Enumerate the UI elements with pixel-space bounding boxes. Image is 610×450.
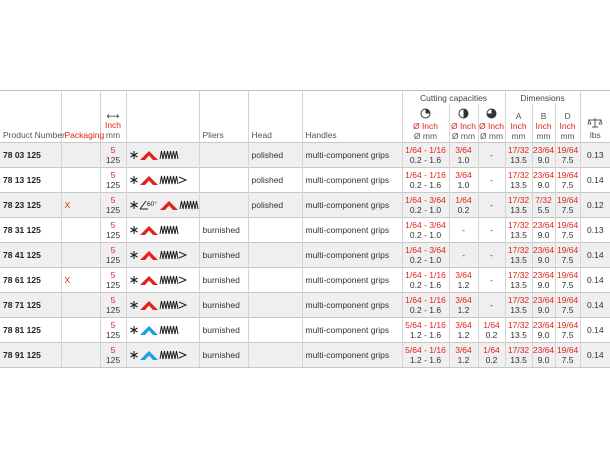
pliers-finish: burnished [199,342,248,367]
dim-a-cell: 17/32 13.5 [505,142,532,167]
packaging-mark [61,142,100,167]
length-cell: 5 125 [100,192,126,217]
handles-type: multi-component grips [302,317,402,342]
tool-feature-icons [130,323,202,337]
head-finish: polished [248,192,302,217]
product-number: 78 91 125 [0,342,61,367]
dim-a-cell: 17/32 13.5 [505,242,532,267]
cut-medium-cell: 1/64 0.2 [449,192,478,217]
cut-soft-cell: 1/64 - 1/16 0.2 - 1.6 [402,142,449,167]
spring-icon [179,252,186,258]
cut-medium-cell: 3/64 1.0 [449,167,478,192]
length-cell: 5 125 [100,142,126,167]
product-number: 78 61 125 [0,267,61,292]
tool-feature-icons [130,248,202,262]
weight-cell: 0.14 [580,242,610,267]
handles-type: multi-component grips [302,292,402,317]
packaging-mark [61,317,100,342]
cut-soft-cell: 5/64 - 1/16 1.2 - 1.6 [402,342,449,367]
weight-cell: 0.13 [580,217,610,242]
feature-icons [126,167,199,192]
header-cut-medium: Ø Inch Ø mm [449,104,478,142]
table-row [0,167,610,192]
angle-label: 60° [146,200,157,208]
packaging-mark [61,342,100,367]
header-handles: Handles [302,91,402,143]
cutting-head-icon [140,226,158,235]
packaging-mark [61,292,100,317]
tool-feature-icons [130,223,202,237]
cut-soft-cell: 1/64 - 3/64 0.2 - 1.0 [402,192,449,217]
table-header [0,91,610,143]
product-number: 78 13 125 [0,167,61,192]
grip-zigzag-icon [160,276,178,284]
product-number: 78 23 125 [0,192,61,217]
tool-feature-icons [130,273,202,287]
weight-cell: 0.14 [580,342,610,367]
table-row [0,142,610,167]
dim-b-cell: 23/64 9.0 [532,167,555,192]
cutting-head-icon [140,351,158,360]
cutting-head-icon [140,151,158,160]
dim-d-cell: 19/64 7.5 [555,167,580,192]
header-dim-d: D Inch mm [555,104,580,142]
product-number: 78 81 125 [0,317,61,342]
cut-medium-cell: 3/64 1.2 [449,317,478,342]
product-number: 78 31 125 [0,217,61,242]
header-cutting-capacities: Cutting capacities [402,91,505,105]
cut-soft-cell: 1/64 - 1/16 0.2 - 1.6 [402,292,449,317]
handles-type: multi-component grips [302,267,402,292]
tool-feature-icons [130,298,202,312]
grip-zigzag-icon [160,326,178,334]
cut-hard-cell: 1/64 0.2 [478,342,505,367]
handles-type: multi-component grips [302,167,402,192]
soft-wire-icon [420,108,431,119]
grip-zigzag-icon [160,351,178,359]
cut-hard-cell: - [478,267,505,292]
header-dim-a: A Inch mm [505,104,532,142]
spring-icon [179,302,186,308]
header-head: Head [248,91,302,143]
length-cell: 5 125 [100,342,126,367]
cut-hard-cell: - [478,167,505,192]
dim-a-cell: 17/32 13.5 [505,267,532,292]
head-finish [248,217,302,242]
table-row [0,292,610,317]
length-cell: 5 125 [100,167,126,192]
cut-hard-cell: 1/64 0.2 [478,317,505,342]
dim-a-cell: 17/32 13.5 [505,192,532,217]
dim-d-cell: 19/64 7.5 [555,342,580,367]
table-row [0,342,610,367]
grip-zigzag-icon [160,251,178,259]
pliers-finish [199,192,248,217]
grip-zigzag-icon [160,151,178,159]
cutting-head-icon [140,301,158,310]
grip-zigzag-icon [180,201,198,209]
packaging-mark: X [61,267,100,292]
esd-icon [130,301,137,309]
length-cell: 5 125 [100,292,126,317]
cut-hard-cell: - [478,242,505,267]
dim-d-cell: 19/64 7.5 [555,217,580,242]
grip-zigzag-icon [160,226,178,234]
weight-cell: 0.14 [580,167,610,192]
pliers-finish: burnished [199,217,248,242]
tool-feature-icons [130,148,202,162]
cut-hard-cell: - [478,217,505,242]
pliers-finish [199,167,248,192]
table-row [0,317,610,342]
feature-icons [126,267,199,292]
packaging-mark [61,217,100,242]
hard-wire-icon [486,108,497,119]
head-finish: polished [248,167,302,192]
dim-a-cell: 17/32 13.5 [505,317,532,342]
cut-medium-cell: - [449,217,478,242]
product-number: 78 03 125 [0,142,61,167]
cut-soft-cell: 1/64 - 1/16 0.2 - 1.6 [402,267,449,292]
table-row [0,192,610,217]
header-cut-soft: Ø Inch Ø mm [402,104,449,142]
cut-soft-cell: 1/64 - 3/64 0.2 - 1.0 [402,217,449,242]
cut-hard-cell: - [478,292,505,317]
cutting-head-icon [140,276,158,285]
handles-type: multi-component grips [302,242,402,267]
esd-icon [130,226,137,234]
weight-cell: 0.14 [580,317,610,342]
header-packaging: Packaging [61,91,100,143]
header-features [126,91,199,143]
length-cell: 5 125 [100,267,126,292]
pliers-finish: burnished [199,267,248,292]
dim-b-cell: 23/64 9.0 [532,142,555,167]
product-number: 78 71 125 [0,292,61,317]
esd-icon [130,176,137,184]
feature-icons [126,342,199,367]
header-length: ⟷ Inch mm [100,91,126,143]
table-row [0,267,610,292]
esd-icon [130,326,137,334]
feature-icons [126,317,199,342]
esd-icon [130,351,137,359]
length-cell: 5 125 [100,242,126,267]
cutting-head-icon [140,251,158,260]
cut-soft-cell: 1/64 - 3/64 0.2 - 1.0 [402,242,449,267]
dim-a-cell: 17/32 13.5 [505,167,532,192]
cut-medium-cell: 3/64 1.0 [449,142,478,167]
table-row [0,242,610,267]
spring-icon [179,352,186,358]
weight-cell: 0.14 [580,267,610,292]
head-finish [248,292,302,317]
cut-medium-cell: 3/64 1.2 [449,267,478,292]
feature-icons [126,192,199,217]
header-weight: lbs [580,91,610,143]
tool-feature-icons [130,173,202,187]
header-product-number: Product Number [0,91,61,143]
grip-zigzag-icon [160,301,178,309]
length-cell: 5 125 [100,217,126,242]
weight-cell: 0.12 [580,192,610,217]
esd-icon [130,201,137,209]
table-row [0,217,610,242]
dim-d-cell: 19/64 7.5 [555,317,580,342]
dim-d-cell: 19/64 7.5 [555,267,580,292]
dim-b-cell: 23/64 9.0 [532,217,555,242]
head-finish [248,242,302,267]
product-spec-table [0,90,610,368]
packaging-mark: X [61,192,100,217]
feature-icons [126,142,199,167]
dim-b-cell: 7/32 5.5 [532,192,555,217]
esd-icon [130,251,137,259]
dim-b-cell: 23/64 9.0 [532,267,555,292]
dim-a-cell: 17/32 13.5 [505,292,532,317]
spring-icon [179,277,186,283]
head-finish [248,342,302,367]
dim-b-cell: 23/64 9.0 [532,317,555,342]
cutting-head-icon [160,201,178,210]
dim-d-cell: 19/64 7.5 [555,242,580,267]
header-dim-b: B Inch mm [532,104,555,142]
feature-icons [126,217,199,242]
dim-a-cell: 17/32 13.5 [505,342,532,367]
cut-medium-cell: 3/64 1.2 [449,292,478,317]
cut-medium-cell: - [449,242,478,267]
cut-medium-cell: 3/64 1.2 [449,342,478,367]
esd-icon [130,151,137,159]
medium-wire-icon [458,108,469,119]
pliers-finish: burnished [199,317,248,342]
dim-a-cell: 17/32 13.5 [505,217,532,242]
length-cell: 5 125 [100,317,126,342]
cut-soft-cell: 5/64 - 1/16 1.2 - 1.6 [402,317,449,342]
pliers-finish [199,142,248,167]
grip-zigzag-icon [160,176,178,184]
handles-type: multi-component grips [302,217,402,242]
header-pliers: Pliers [199,91,248,143]
handles-type: multi-component grips [302,342,402,367]
packaging-mark [61,242,100,267]
feature-icons [126,292,199,317]
header-dimensions: Dimensions [505,91,580,105]
weight-cell: 0.13 [580,142,610,167]
table-body [0,142,610,367]
spring-icon [179,177,186,183]
cutting-head-icon [140,326,158,335]
head-finish: polished [248,142,302,167]
dim-b-cell: 23/64 9.0 [532,292,555,317]
cut-hard-cell: - [478,142,505,167]
dim-b-cell: 23/64 9.0 [532,342,555,367]
pliers-finish: burnished [199,292,248,317]
cut-soft-cell: 1/64 - 1/16 0.2 - 1.6 [402,167,449,192]
cutting-head-icon [140,176,158,185]
handles-type: multi-component grips [302,142,402,167]
length-arrow-icon: ⟷ [106,110,120,121]
dim-d-cell: 19/64 7.5 [555,142,580,167]
feature-icons [126,242,199,267]
tool-feature-icons [130,198,202,212]
product-number: 78 41 125 [0,242,61,267]
cut-hard-cell: - [478,192,505,217]
dim-d-cell: 19/64 7.5 [555,292,580,317]
scale-icon [588,117,602,128]
head-finish [248,267,302,292]
esd-icon [130,276,137,284]
weight-cell: 0.14 [580,292,610,317]
packaging-mark [61,167,100,192]
header-cut-hard: Ø Inch Ø mm [478,104,505,142]
dim-d-cell: 19/64 7.5 [555,192,580,217]
tool-feature-icons [130,348,202,362]
handles-type: multi-component grips [302,192,402,217]
head-finish [248,317,302,342]
dim-b-cell: 23/64 9.0 [532,242,555,267]
pliers-finish: burnished [199,242,248,267]
